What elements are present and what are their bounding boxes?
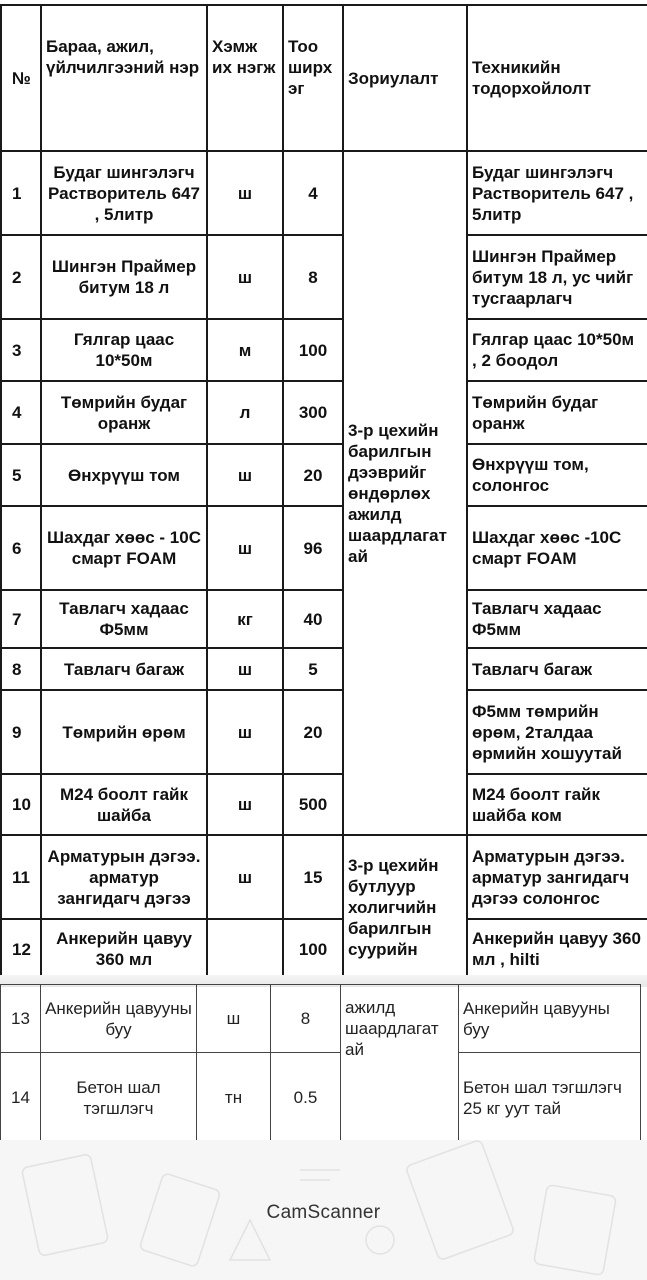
row-no: 2: [1, 235, 41, 319]
row-unit: ш: [207, 444, 283, 506]
table-row: [1, 151, 647, 235]
table-row: [1, 919, 647, 979]
row-qty: 100: [283, 319, 343, 381]
row-spec: Тавлагч хадаас Ф5мм: [467, 590, 647, 648]
row-qty: 20: [283, 444, 343, 506]
row-unit: ш: [207, 648, 283, 690]
row-qty: 8: [283, 235, 343, 319]
row-spec: Бетон шал тэгшлэгч 25 кг уут тай: [459, 1053, 641, 1143]
row-name: Төмрийн өрөм: [41, 690, 207, 774]
row-no: 3: [1, 319, 41, 381]
row-name: Гялгар цаас 10*50м: [41, 319, 207, 381]
row-no: 4: [1, 381, 41, 444]
row-no: 11: [1, 835, 41, 919]
header-no: №: [1, 5, 41, 151]
table-row: [1, 444, 647, 506]
row-name: Будаг шингэлэгч Растворитель 647 , 5литр: [41, 151, 207, 235]
row-no: 13: [1, 985, 41, 1053]
row-qty: 40: [283, 590, 343, 648]
row-no: 14: [1, 1053, 41, 1143]
row-unit: л: [207, 381, 283, 444]
header-unit: Хэмж их нэгж: [207, 5, 283, 151]
row-unit: ш: [207, 835, 283, 919]
table-row: [1, 381, 647, 444]
row-spec: Анкерийн цавуу 360 мл , hilti: [467, 919, 647, 979]
table-row: [1, 1053, 641, 1143]
table-row: [1, 319, 647, 381]
row-unit: ш: [207, 235, 283, 319]
header-purpose: Зориулалт: [343, 5, 467, 151]
table-row: [1, 774, 647, 835]
row-spec: Төмрийн будаг оранж: [467, 381, 647, 444]
table-row: [1, 235, 647, 319]
row-name: Шахдаг хөөс - 10С смарт FOAM: [41, 506, 207, 590]
row-spec: Будаг шингэлэгч Растворитель 647 , 5литр: [467, 151, 647, 235]
camscanner-label: CamScanner: [266, 1202, 381, 1223]
row-no: 6: [1, 506, 41, 590]
row-qty: 5: [283, 648, 343, 690]
procurement-table: [0, 4, 647, 980]
row-name: Анкерийн цавуу 360 мл: [41, 919, 207, 979]
purpose-cell-foundation: 3-р цехийн бутлуур холигчийн барилгын суурийн: [343, 835, 467, 979]
row-name: Анкерийн цавууны буу: [41, 985, 197, 1053]
row-name: Арматурын дэгээ. арматур зангидагч дэгээ: [41, 835, 207, 919]
row-unit: [207, 919, 283, 979]
row-unit: ш: [207, 690, 283, 774]
row-name: Өнхрүүш том: [41, 444, 207, 506]
row-spec: Тавлагч багаж: [467, 648, 647, 690]
header-name: Бараа, ажил, үйлчилгээний нэр: [41, 5, 207, 151]
row-spec: Анкерийн цавууны буу: [459, 985, 641, 1053]
row-unit: кг: [207, 590, 283, 648]
row-no: 8: [1, 648, 41, 690]
row-no: 5: [1, 444, 41, 506]
row-unit: ш: [207, 774, 283, 835]
row-no: 7: [1, 590, 41, 648]
row-spec: Шахдаг хөөс -10С смарт FOAM: [467, 506, 647, 590]
table-row: [1, 648, 647, 690]
header-spec: Техникийн тодорхойлолт: [467, 5, 647, 151]
row-unit: ш: [207, 151, 283, 235]
row-spec: Арматурын дэгээ. арматур зангидагч дэгээ солонгос: [467, 835, 647, 919]
row-unit: тн: [197, 1053, 271, 1143]
row-name: Шингэн Праймер битум 18 л: [41, 235, 207, 319]
row-qty: 15: [283, 835, 343, 919]
table-row: [1, 590, 647, 648]
row-qty: 100: [283, 919, 343, 979]
row-qty: 20: [283, 690, 343, 774]
header-qty: Тоо ширх эг: [283, 5, 343, 151]
row-qty: 8: [271, 985, 341, 1053]
row-qty: 500: [283, 774, 343, 835]
table-row: [1, 690, 647, 774]
row-unit: ш: [207, 506, 283, 590]
row-spec: М24 боолт гайк шайба ком: [467, 774, 647, 835]
row-spec: Шингэн Праймер битум 18 л, ус чийг тусгаарлагч: [467, 235, 647, 319]
row-name: Тавлагч хадаас Ф5мм: [41, 590, 207, 648]
row-unit: ш: [197, 985, 271, 1053]
table-header-row: [1, 5, 647, 151]
row-spec: Гялгар цаас 10*50м , 2 боодол: [467, 319, 647, 381]
row-spec: Ф5мм төмрийн өрөм, 2талдаа өрмийн хошуутай: [467, 690, 647, 774]
table-row: [1, 506, 647, 590]
row-qty: 96: [283, 506, 343, 590]
table-row: [1, 835, 647, 919]
table-row: [1, 985, 641, 1053]
row-name: Бетон шал тэгшлэгч: [41, 1053, 197, 1143]
procurement-table-continued: [0, 984, 641, 1143]
row-spec: Өнхрүүш том, солонгос: [467, 444, 647, 506]
scanner-footer: [0, 1140, 647, 1280]
row-no: 9: [1, 690, 41, 774]
purpose-cell-roof: 3-р цехийн барилгын дээврийг өндөрлөх ажилд шаардлагат ай: [343, 151, 467, 835]
row-name: Төмрийн будаг оранж: [41, 381, 207, 444]
row-no: 10: [1, 774, 41, 835]
purpose-cell-continued: ажилд шаардлагат ай: [341, 985, 459, 1143]
row-unit: м: [207, 319, 283, 381]
row-qty: 4: [283, 151, 343, 235]
row-name: Тавлагч багаж: [41, 648, 207, 690]
row-no: 1: [1, 151, 41, 235]
row-name: М24 боолт гайк шайба: [41, 774, 207, 835]
row-qty: 300: [283, 381, 343, 444]
row-qty: 0.5: [271, 1053, 341, 1143]
row-no: 12: [1, 919, 41, 979]
